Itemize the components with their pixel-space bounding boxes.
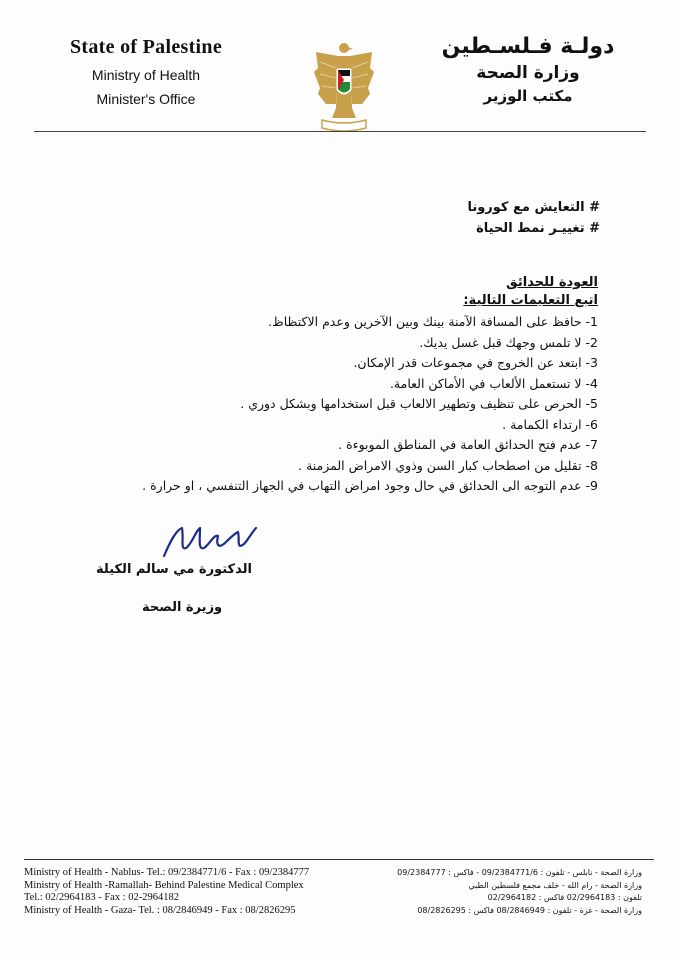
header-arabic xyxy=(418,34,638,105)
instruction-item: 6- ارتداء الكمامة . xyxy=(502,416,598,432)
hashtags xyxy=(467,197,600,239)
header-english xyxy=(36,36,256,107)
ministry-name-en: Ministry of Health xyxy=(91,67,201,83)
notice-title: العودة للحدائق xyxy=(506,275,598,290)
state-name-en: State of Palestine xyxy=(69,36,223,58)
footer-english xyxy=(24,867,354,917)
instruction-list xyxy=(138,312,598,497)
notice-body xyxy=(138,274,598,497)
instruction-item: 4- لا تستعمل الألعاب في الأماكن العامة. xyxy=(389,375,598,391)
footer-en-line: Ministry of Health - Nablus- Tel.: 09/2384771/6 - Fax : 09/2384777 xyxy=(24,867,310,878)
footer-divider xyxy=(24,859,654,860)
footer-en-line: Ministry of Health -Ramallah- Behind Palestine Medical Complex xyxy=(24,879,304,891)
palestine-eagle-emblem xyxy=(312,38,376,134)
footer-ar-line: تلفون : 02/2964183 فاكس : 02/2964182 xyxy=(487,893,642,902)
handwritten-signature xyxy=(160,520,260,562)
footer-arabic xyxy=(342,867,642,917)
notice-intro: اتبع التعليمات التالية: xyxy=(463,293,598,308)
instruction-item: 3- ابتعد عن الخروج في مجموعات قدر الإمكان. xyxy=(353,355,598,370)
office-name-en: Minister's Office xyxy=(96,91,196,107)
hashtag-coexist: # التعايش مع كورونا xyxy=(467,200,600,215)
signatory-title: وزيرة الصحة xyxy=(142,600,223,615)
instruction-item: 2- لا تلمس وجهك قبل غسل يديك. xyxy=(419,334,598,350)
footer-ar-line: وزارة الصحة - غزة - تلفون : 08/2846949 فاكس : 08/2826295 xyxy=(417,905,642,915)
footer-ar-line: وزارة الصحة - نابلس - تلفون : 09/2384771/6 - فاكس : 09/2384777 xyxy=(397,868,642,877)
signatory-name: الدكتورة مي سالم الكيلة xyxy=(96,562,252,577)
state-name-ar: دولـة فـلسـطين xyxy=(441,34,615,59)
header-divider xyxy=(34,131,646,132)
instruction-item: 7- عدم فتح الحدائق العامة في المناطق الموبوءة . xyxy=(338,437,598,452)
office-name-ar: مكتب الوزير xyxy=(483,87,573,105)
footer-ar-line: وزارة الصحة - رام الله - خلف مجمع فلسطين الطبي xyxy=(468,880,642,890)
instruction-item: 9- عدم التوجه الى الحدائق في حال وجود امراض التهاب في الجهاز التنفسي ، او حرارة . xyxy=(142,478,598,493)
instruction-item: 5- الحرص على تنظيف وتطهير الالعاب قبل استخدامها وبشكل دوري . xyxy=(240,396,598,411)
ministry-name-ar: وزارة الصحة xyxy=(476,63,580,83)
footer-en-line: Tel.: 02/2964183 - Fax : 02-2964182 xyxy=(24,892,180,903)
footer-en-line: Ministry of Health - Gaza- Tel. : 08/2846949 - Fax : 08/2826295 xyxy=(24,904,296,916)
hashtag-lifestyle: # تغييـر نمط الحياة xyxy=(476,221,600,236)
instruction-item: 1- حافظ على المسافة الآمنة بينك وبين الآخرين وعدم الاكتظاظ. xyxy=(268,314,598,329)
instruction-item: 8- تقليل من اصطحاب كبار السن وذوي الامراض المزمنة . xyxy=(298,457,598,473)
